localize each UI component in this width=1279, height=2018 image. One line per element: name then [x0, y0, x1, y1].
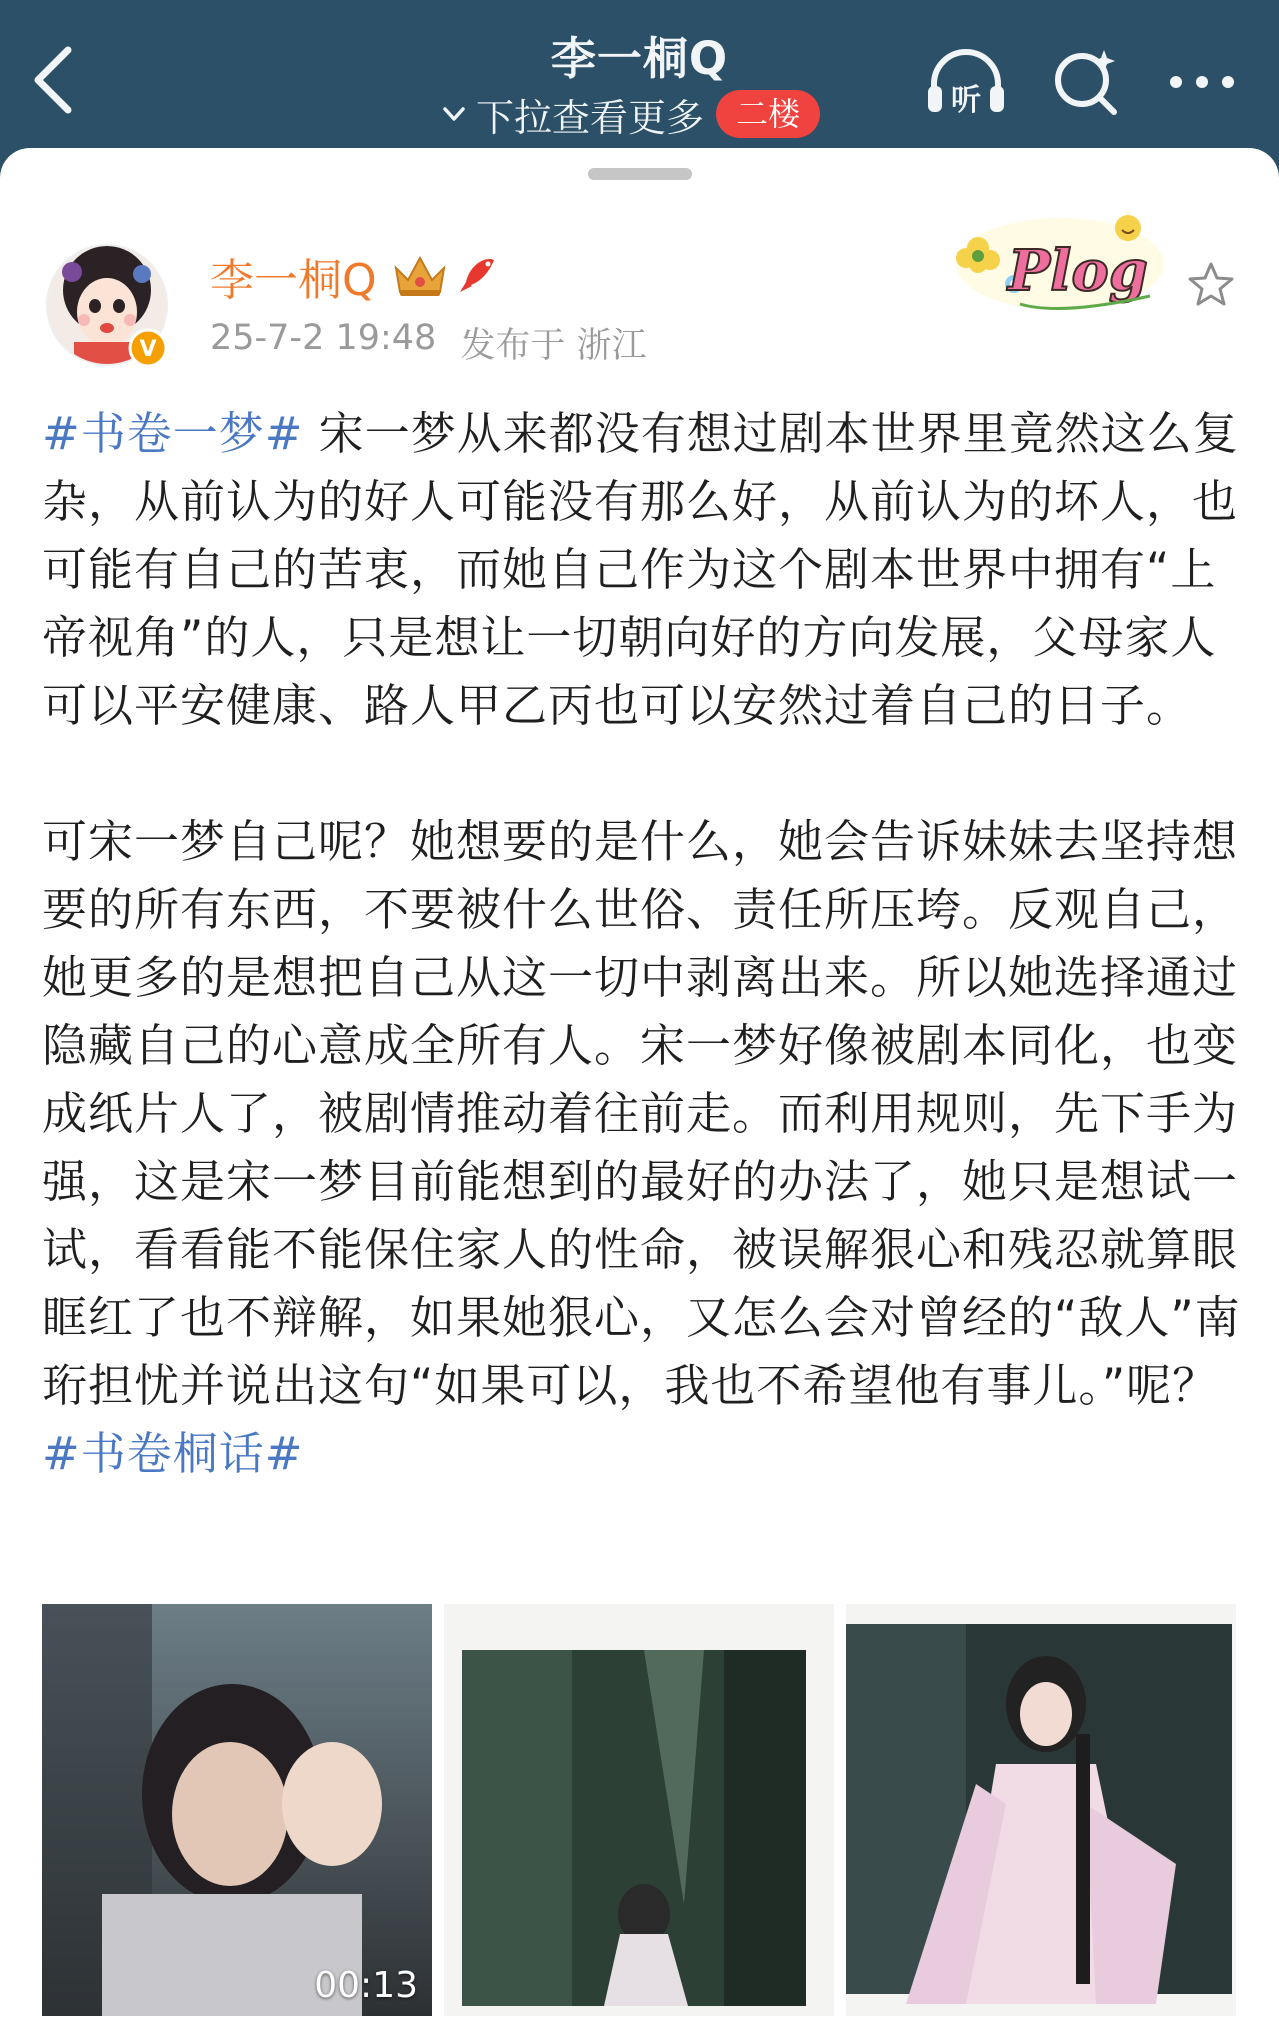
verified-badge: V [139, 337, 157, 362]
video-duration: 00:13 [314, 1965, 418, 2006]
media-video-thumbnail[interactable] [42, 1604, 432, 2016]
hashtag-link[interactable]: #书卷桐话# [42, 1427, 304, 1480]
search-icon[interactable] [1048, 44, 1124, 120]
favorite-star-icon[interactable] [1186, 260, 1236, 310]
hashtag-link[interactable]: #书卷一梦# [42, 407, 304, 460]
post-timestamp: 25-7-2 19:48 [210, 318, 437, 358]
post-body [42, 400, 1242, 1488]
author-name[interactable]: 李一桐Q [210, 255, 377, 306]
floor-badge[interactable]: 二楼 [716, 90, 820, 138]
photo-image [846, 1604, 1236, 2016]
photo-image [444, 1604, 834, 2016]
video-thumbnail-image [42, 1604, 432, 2016]
plog-badge-text: Plog [1008, 238, 1148, 304]
post-meta [210, 318, 646, 368]
paragraph-text: 可宋一梦自己呢？她想要的是什么，她会告诉妹妹去坚持想要的所有东西，不要被什么世俗、责任所压垮。反观自己，她更多的是想把自己从这一切中剥离出来。所以她选择通过隐藏自己的心意成全所有人。宋一梦好像被剧本同化，也变成纸片人了，被剧情推动着往前走。而利用规则，先下手为强，这是宋一梦目前能想到的最好的办法了，她只是想试一试，看看能不能保住家人的性命，被误解狠心和残忍就算眼眶红了也不辩解，如果她狠心，又怎么会对曾经的“敌人”南珩担忧并说出这句“如果可以，我也不希望他有事儿。”呢？ [42, 815, 1241, 1412]
media-photo-3[interactable] [846, 1604, 1236, 2016]
page-title[interactable]: 李一桐Q [550, 32, 729, 85]
post-card [0, 148, 1279, 2018]
paragraph-text: 宋一梦从来都没有想过剧本世界里竟然这么复杂，从前认为的好人可能没有那么好，从前认为的坏人，也可能有自己的苦衷，而她自己作为这个剧本世界中拥有“上帝视角”的人，只是想让一切朝向好的方向发展，父母家人可以平安健康、路人甲乙丙也可以安然过着自己的日子。 [42, 407, 1239, 732]
pull-hint-text: 下拉查看更多 [476, 95, 705, 140]
koi-fish-icon[interactable] [460, 252, 500, 294]
crown-icon[interactable] [392, 252, 448, 298]
top-navigation-bar [0, 0, 1279, 155]
listen-icon-label: 听 [951, 83, 981, 118]
chevron-down-icon [440, 100, 468, 128]
media-photo-2[interactable] [444, 1604, 834, 2016]
listen-headphones-icon[interactable] [924, 44, 1008, 120]
drag-handle[interactable] [588, 168, 692, 180]
post-location: 发布于 浙江 [460, 326, 647, 366]
author-avatar[interactable] [44, 242, 170, 368]
plog-badge[interactable] [950, 202, 1172, 322]
pull-down-hint[interactable] [440, 88, 820, 140]
more-options-icon[interactable] [1164, 44, 1240, 120]
post-paragraph-2 [42, 808, 1242, 1488]
post-paragraph-1 [42, 400, 1242, 740]
